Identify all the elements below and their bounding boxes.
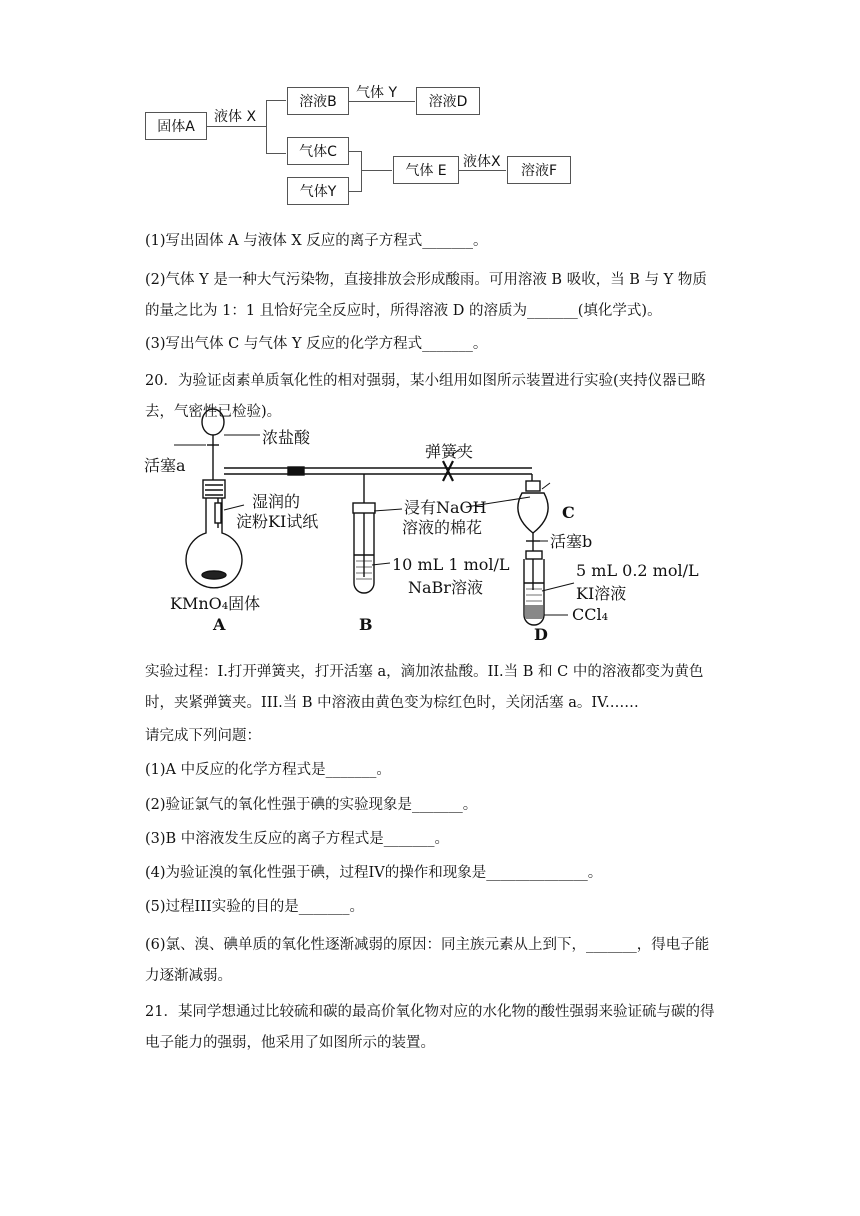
funnel-bulb <box>202 409 224 435</box>
label-stopcock-a: 活塞a <box>144 456 186 475</box>
box-solution-f: 溶液F <box>507 156 571 184</box>
label-ki-paper-1: 湿润的 <box>252 492 301 511</box>
label-a: A <box>213 615 226 634</box>
label-stopcock-b: 活塞b <box>550 532 593 551</box>
label-ki-paper-2: 淀粉KI试纸 <box>236 512 319 531</box>
q20-part6: (6)氯、溴、碘单质的氧化性逐渐减弱的原因：同主族元素从上到下，_______，得电子能力逐渐减弱。 <box>145 937 710 984</box>
q19-part3: (3)写出气体 C 与气体 Y 反应的化学方程式_______。 <box>145 336 488 352</box>
q20-part4: (4)为验证溴的氧化性强于碘，过程IV的操作和现象是______________。 <box>145 865 603 881</box>
box-gas-y: 气体Y <box>287 177 349 205</box>
connector <box>266 100 267 154</box>
label-ccl4: CCl₄ <box>572 605 609 624</box>
ki-paper <box>215 503 221 523</box>
arrow-to-b <box>266 100 286 101</box>
label-naoh-2: 溶液的棉花 <box>402 518 483 537</box>
q20-part5: (5)过程III实验的目的是_______。 <box>145 899 364 915</box>
arrow-to-e <box>361 170 392 171</box>
box-gas-c: 气体C <box>287 137 349 165</box>
q20-prompt: 请完成下列问题： <box>145 728 261 744</box>
connector <box>361 151 362 192</box>
label-liquid-x: 液体 X <box>214 109 257 125</box>
connector <box>349 151 361 152</box>
q20-part2: (2)验证氯气的氧化性强于碘的实验现象是_______。 <box>145 797 478 813</box>
label-kmno4: KMnO₄固体 <box>170 594 261 613</box>
arrow-to-c <box>266 153 286 154</box>
spring-clip-icon <box>443 461 453 481</box>
box-solution-b: 溶液B <box>287 87 349 115</box>
label-ki-sol-1: 5 mL 0.2 mol/L <box>576 561 699 580</box>
apparatus-diagram <box>140 405 720 644</box>
box-gas-e: 气体 E <box>393 156 459 184</box>
label-gas-y-arrow: 气体 Y <box>356 85 398 101</box>
flowchart <box>0 0 860 215</box>
label-d: D <box>534 625 548 644</box>
separatory-funnel <box>518 493 548 533</box>
label-c: C <box>562 503 575 522</box>
label-ki-sol-2: KI溶液 <box>576 584 627 603</box>
q19-part2: (2)气体 Y 是一种大气污染物，直接排放会形成酸雨。可用溶液 B 吸收，当 B 与 Y 物质的量之比为 1：1 且恰好完全反应时，所得溶液 D 的溶质为_______(填化学式)。 <box>145 272 707 319</box>
q20-part3: (3)B 中溶液发生反应的离子方程式是_______。 <box>145 831 450 847</box>
label-liquid-x2: 液体X <box>463 154 501 170</box>
label-nabr-2: NaBr溶液 <box>408 578 483 597</box>
label-nabr-1: 10 mL 1 mol/L <box>392 555 510 574</box>
label-b: B <box>359 615 373 634</box>
connector <box>207 126 267 127</box>
q21-stem: 21．某同学想通过比较硫和碳的最高价氧化物对应的水化物的酸性强弱来验证硫与碳的得电子能力的强弱，他采用了如图所示的装置。 <box>145 1004 715 1051</box>
q20-stem: 20．为验证卤素单质氧化性的相对强弱，某小组用如图所示装置进行实验(夹持仪器已略去，气密性已检验)。 <box>145 373 706 420</box>
box-solution-d: 溶液D <box>416 87 480 115</box>
q19-part1: (1)写出固体 A 与液体 X 反应的离子方程式_______。 <box>145 233 488 249</box>
label-conc-hcl: 浓盐酸 <box>262 428 311 447</box>
q20-part1: (1)A 中反应的化学方程式是_______。 <box>145 762 391 778</box>
connector <box>349 191 361 192</box>
label-naoh-1: 浸有NaOH <box>404 498 487 517</box>
rubber-joint <box>288 467 304 475</box>
box-solid-a: 固体A <box>145 112 207 140</box>
q20-process: 实验过程：I.打开弹簧夹，打开活塞 a，滴加浓盐酸。II.当 B 和 C 中的溶液都变为黄色时，夹紧弹簧夹。III.当 B 中溶液由黄色变为棕红色时，关闭活塞 a。IV.…… <box>145 664 704 711</box>
label-spring-clip: 弹簧夹 <box>425 442 474 461</box>
